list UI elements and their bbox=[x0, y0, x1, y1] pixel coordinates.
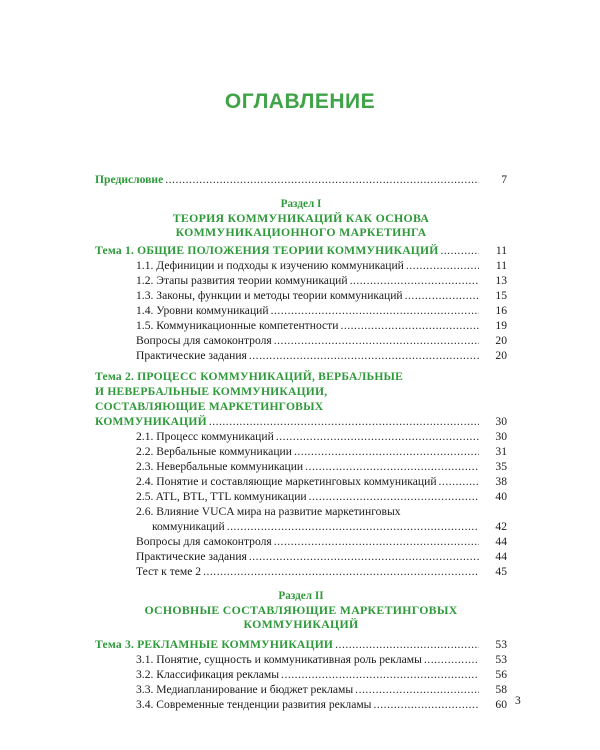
toc-entry-label[interactable]: 2.6. Влияние VUCA мира на развитие маркетинговых bbox=[136, 505, 401, 518]
toc-entry-label: Предисловие bbox=[95, 173, 164, 186]
toc-entry-label: 3.4. Современные тенденции развития рекламы bbox=[136, 698, 372, 711]
toc-entry-page: 19 bbox=[495, 319, 507, 332]
toc-entry[interactable] bbox=[95, 273, 507, 288]
toc-entry[interactable] bbox=[95, 682, 507, 697]
toc-entry-label: 2.1. Процесс коммуникаций bbox=[136, 430, 274, 443]
toc-entry[interactable] bbox=[95, 474, 507, 489]
toc-entry-page: 53 bbox=[495, 653, 507, 666]
toc-entry-label: 2.5. ATL, BTL, TTL коммуникации bbox=[136, 490, 307, 503]
toc-entry-label: 1.2. Этапы развития теории коммуникаций bbox=[136, 274, 348, 287]
leader-dots bbox=[203, 564, 479, 579]
leader-dots bbox=[309, 489, 479, 504]
toc-entry-label: Практические задания bbox=[136, 349, 247, 362]
leader-dots bbox=[340, 318, 479, 333]
toc-entry-theme-1[interactable] bbox=[95, 243, 507, 258]
toc-entry-label: Вопросы для самоконтроля bbox=[136, 334, 272, 347]
toc-entry[interactable] bbox=[95, 652, 507, 667]
toc-entry-label: коммуникаций bbox=[152, 520, 225, 533]
toc-entry-page: 42 bbox=[495, 520, 507, 533]
toc-entry-preface[interactable] bbox=[95, 172, 507, 187]
toc-entry-label: Тема 1. ОБЩИЕ ПОЛОЖЕНИЯ ТЕОРИИ КОММУНИКАЦИЙ bbox=[95, 244, 439, 257]
leader-dots bbox=[281, 667, 479, 682]
toc-entry-page: 30 bbox=[495, 415, 507, 428]
leader-dots bbox=[424, 652, 479, 667]
leader-dots bbox=[209, 414, 479, 429]
toc-entry-page: 30 bbox=[495, 430, 507, 443]
toc-entry-label: КОММУНИКАЦИЙ bbox=[95, 415, 207, 428]
toc-entry[interactable] bbox=[95, 303, 507, 318]
toc-entry[interactable] bbox=[95, 667, 507, 682]
toc-entry-label: Практические задания bbox=[136, 550, 247, 563]
toc-entry-label: 2.4. Понятие и составляющие маркетинговых коммуникаций bbox=[136, 475, 437, 488]
toc-theme-2-heading[interactable]: Тема 2. ПРОЦЕСС КОММУНИКАЦИЙ, ВЕРБАЛЬНЫЕ bbox=[95, 370, 404, 383]
toc-entry-theme-3[interactable] bbox=[95, 637, 507, 652]
leader-dots bbox=[373, 697, 479, 712]
toc-entry-label: 2.3. Невербальные коммуникации bbox=[136, 460, 304, 473]
leader-dots bbox=[305, 459, 479, 474]
toc-entry-page: 20 bbox=[495, 334, 507, 347]
toc-entry-label: 1.4. Уровни коммуникаций bbox=[136, 304, 269, 317]
toc-entry[interactable] bbox=[95, 697, 507, 712]
leader-dots bbox=[271, 303, 479, 318]
toc-entry[interactable] bbox=[95, 564, 507, 579]
toc-entry-label: Вопросы для самоконтроля bbox=[136, 535, 272, 548]
leader-dots bbox=[249, 348, 479, 363]
toc-entry[interactable] bbox=[95, 333, 507, 348]
toc-entry[interactable] bbox=[95, 519, 507, 534]
toc-entry-page: 20 bbox=[495, 349, 507, 362]
leader-dots bbox=[439, 474, 479, 489]
page-title: ОГЛАВЛЕНИЕ bbox=[224, 90, 376, 113]
section-title: ОСНОВНЫЕ СОСТАВЛЯЮЩИЕ МАРКЕТИНГОВЫХ bbox=[144, 603, 458, 617]
section-label: Раздел I bbox=[280, 198, 322, 210]
toc-entry-label: Тест к теме 2 bbox=[136, 565, 202, 578]
leader-dots bbox=[405, 288, 479, 303]
toc-entry[interactable] bbox=[95, 258, 507, 273]
toc-theme-2-heading: И НЕВЕРБАЛЬНЫЕ КОММУНИКАЦИИ, bbox=[95, 385, 328, 398]
toc-entry-page: 40 bbox=[495, 490, 507, 503]
leader-dots bbox=[274, 534, 479, 549]
section-label: Раздел II bbox=[278, 590, 324, 602]
toc-entry-label: 1.1. Дефиниции и подходы к изучению коммуникаций bbox=[136, 259, 404, 272]
leader-dots bbox=[294, 444, 479, 459]
toc-entry-page: 38 bbox=[495, 475, 507, 488]
toc-entry-page: 44 bbox=[495, 535, 507, 548]
toc-entry-page: 13 bbox=[495, 274, 507, 287]
toc-entry-label: 1.5. Коммуникационные компетентности bbox=[136, 319, 339, 332]
toc-entry-page: 53 bbox=[495, 638, 507, 651]
toc-entry[interactable] bbox=[95, 549, 507, 564]
toc-entry[interactable] bbox=[95, 288, 507, 303]
toc-entry-page: 31 bbox=[495, 445, 507, 458]
toc-entry-label: Тема 3. РЕКЛАМНЫЕ КОММУНИКАЦИИ bbox=[95, 638, 334, 651]
toc-theme-2-heading: СОСТАВЛЯЮЩИЕ МАРКЕТИНГОВЫХ bbox=[95, 400, 324, 413]
leader-dots bbox=[249, 549, 479, 564]
toc-entry-page: 58 bbox=[495, 683, 507, 696]
toc-entry[interactable] bbox=[95, 459, 507, 474]
toc-entry-label: 3.3. Медиапланирование и бюджет рекламы bbox=[136, 683, 354, 696]
leader-dots bbox=[276, 429, 479, 444]
toc-entry[interactable] bbox=[95, 429, 507, 444]
toc-entry-page: 16 bbox=[495, 304, 507, 317]
leader-dots bbox=[440, 243, 479, 258]
section-title: КОММУНИКАЦИЙ bbox=[243, 617, 359, 631]
leader-dots bbox=[227, 519, 479, 534]
toc-entry-page: 15 bbox=[495, 289, 507, 302]
toc-entry-page: 7 bbox=[501, 173, 507, 186]
leader-dots bbox=[350, 273, 479, 288]
toc-entry-page: 11 bbox=[495, 259, 507, 272]
toc-entry-label: 2.2. Вербальные коммуникации bbox=[136, 445, 292, 458]
section-title: ТЕОРИЯ КОММУНИКАЦИЙ КАК ОСНОВА bbox=[172, 211, 430, 225]
toc-entry-label: 1.3. Законы, функции и методы теории коммуникаций bbox=[136, 289, 403, 302]
toc-entry[interactable] bbox=[95, 318, 507, 333]
toc-entry-page: 35 bbox=[495, 460, 507, 473]
toc-entry-label: 3.1. Понятие, сущность и коммуникативная роль рекламы bbox=[136, 653, 422, 666]
toc-entry[interactable] bbox=[95, 348, 507, 363]
toc-entry[interactable] bbox=[95, 534, 507, 549]
table-of-contents bbox=[95, 172, 507, 712]
toc-entry-page: 56 bbox=[495, 668, 507, 681]
toc-entry-page: 44 bbox=[495, 550, 507, 563]
leader-dots bbox=[355, 682, 479, 697]
leader-dots bbox=[274, 333, 479, 348]
toc-entry-label: 3.2. Классификация рекламы bbox=[136, 668, 280, 681]
toc-entry-theme-2[interactable] bbox=[95, 414, 507, 429]
toc-entry-page: 60 bbox=[495, 698, 507, 711]
toc-entry-page: 11 bbox=[495, 244, 507, 257]
toc-entry[interactable] bbox=[95, 489, 507, 504]
leader-dots bbox=[335, 637, 479, 652]
leader-dots bbox=[165, 172, 479, 187]
page-number: 3 bbox=[515, 695, 521, 707]
toc-entry[interactable] bbox=[95, 444, 507, 459]
toc-entry-page: 45 bbox=[495, 565, 507, 578]
leader-dots bbox=[406, 258, 479, 273]
section-title: КОММУНИКАЦИОННОГО МАРКЕТИНГА bbox=[175, 225, 427, 239]
